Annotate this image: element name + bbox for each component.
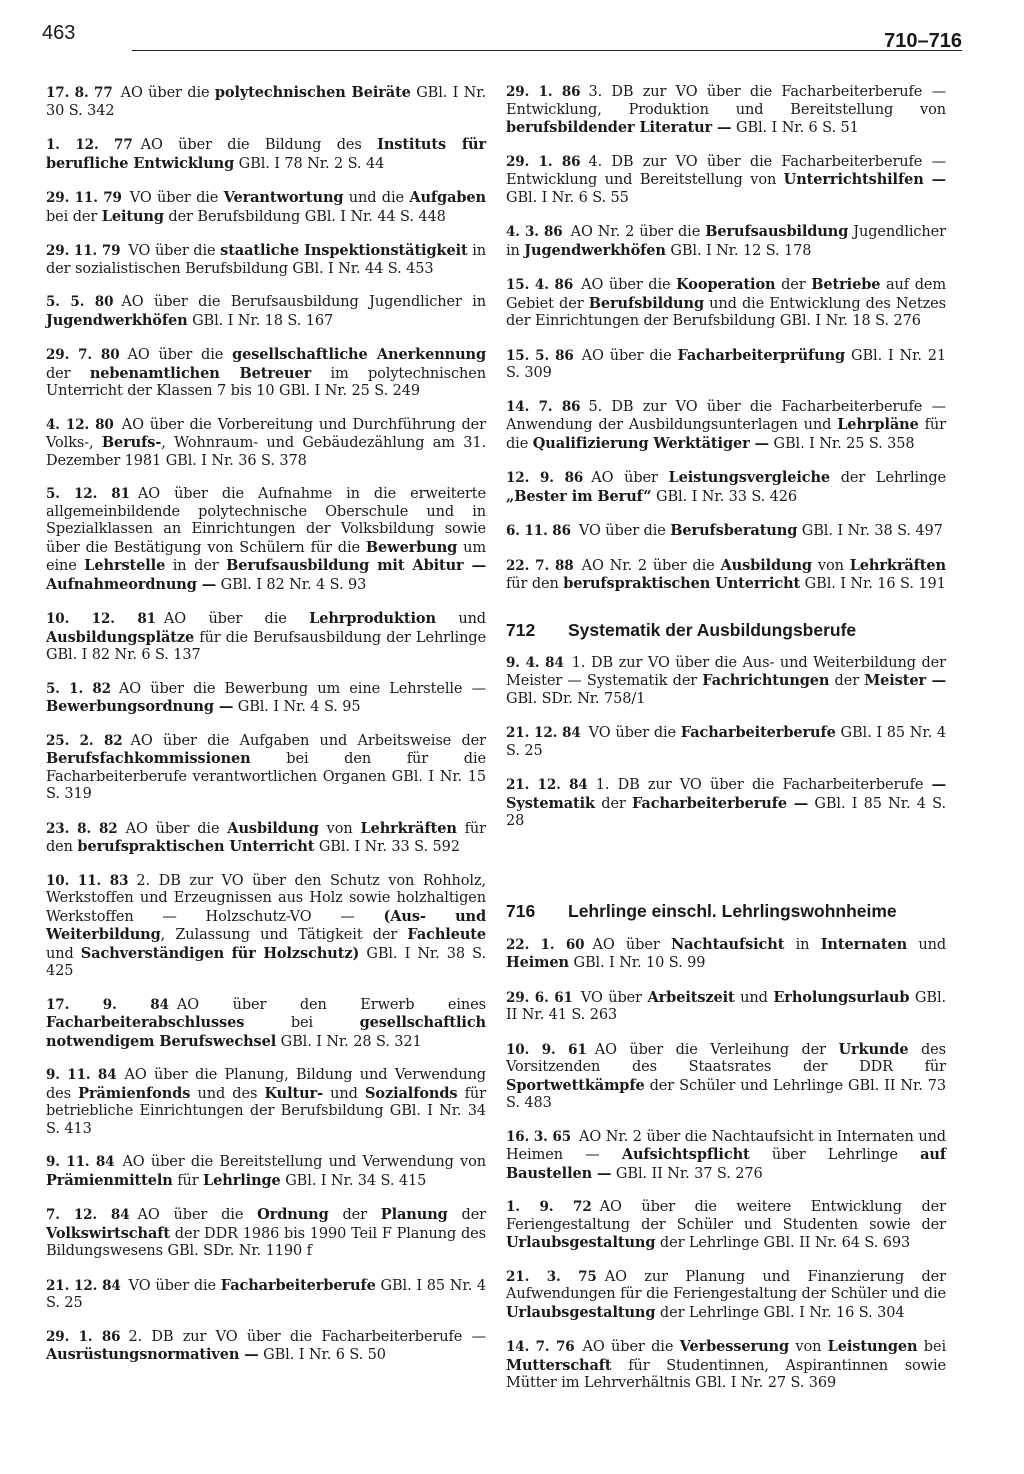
register-entry <box>506 1338 946 1393</box>
entry-text: und <box>46 945 81 962</box>
entry-keyword: Qualifizierung Werktätiger — <box>532 434 769 452</box>
register-entry <box>506 223 946 260</box>
entry-text: GBl. I 85 Nr. 4 S. 25 <box>46 1277 486 1311</box>
entry-date: 6. 11. 86 <box>506 523 571 539</box>
entry-text: und <box>734 989 774 1006</box>
entry-text: AO über die Bildung des <box>140 137 378 153</box>
entry-text: der Schüler und Lehrlinge GBl. II Nr. 73 S. 483 <box>506 1077 946 1111</box>
register-entry <box>506 1129 946 1184</box>
entry-text: und des <box>190 1085 265 1102</box>
entry-date: 17. 9. 84 <box>46 996 169 1013</box>
register-entry <box>506 1041 946 1113</box>
entry-keyword: gesellschaftliche Anerkennung <box>232 346 487 363</box>
entry-text: der DDR 1986 bis 1990 Teil F Planung des Bildungswesens GBl. SDr. Nr. 1190 f <box>46 1225 486 1259</box>
entry-keyword: Lehrlinge <box>203 1171 281 1189</box>
entry-text: AO über die <box>581 277 677 293</box>
entry-date: 10. 9. 61 <box>506 1041 587 1058</box>
entry-text: für <box>172 1172 204 1189</box>
register-entry <box>506 276 946 331</box>
entry-text: AO über die Bewerbung um eine Lehrstelle — <box>118 680 486 697</box>
entry-text: VO über die <box>129 190 224 206</box>
entry-text: GBl. I Nr. 38 S. 425 <box>46 945 486 979</box>
entry-date: 9. 4. 84 <box>506 654 564 671</box>
register-entry <box>46 242 486 278</box>
entry-keyword: Verbesserung <box>679 1338 790 1355</box>
entry-date: 12. 9. 86 <box>506 470 584 486</box>
page-number: 463 <box>42 22 76 44</box>
entry-keyword: Lehrproduktion <box>309 610 436 627</box>
entry-keyword: Sozialfonds <box>365 1084 458 1102</box>
entry-keyword: Internaten <box>820 935 908 953</box>
register-entry <box>46 189 486 226</box>
entry-text: GBl. I Nr. 21 S. 309 <box>506 347 946 381</box>
entry-text: AO über die <box>137 1207 258 1223</box>
entry-keyword: Ausrüstungsnormativen — <box>46 1346 259 1363</box>
entry-text: und die <box>343 190 410 206</box>
entry-text: 5. DB zur VO über die Facharbeiterberufe — Anwendung der Ausbildungsunterlagen und <box>506 398 946 433</box>
entry-keyword: Aufsichtspflicht <box>621 1146 750 1163</box>
entry-date: 16. 3. 65 <box>506 1128 572 1145</box>
entry-text: AO über die Planung, Bildung und Verwendung des <box>46 1067 486 1102</box>
entry-date: 4. 3. 86 <box>506 224 563 240</box>
entry-date: 29. 1. 86 <box>506 153 581 170</box>
entry-keyword: Berufsfachkommissionen <box>46 750 251 767</box>
entry-keyword: Kooperation <box>676 276 776 293</box>
register-entry <box>46 346 486 401</box>
entry-text: AO über die <box>120 85 215 101</box>
entry-text: um eine <box>46 539 486 574</box>
register-entry <box>46 1329 486 1365</box>
entry-text: GBl. I Nr. 38 S. 497 <box>797 523 943 539</box>
entry-date: 5. 12. 81 <box>46 486 130 502</box>
entry-text: GBl. I Nr. 4 S. 95 <box>233 699 361 715</box>
entry-text: GBl. I 85 Nr. 4 S. 28 <box>506 795 946 829</box>
entry-keyword: Leistungsvergleiche <box>668 469 831 486</box>
entry-keyword: Prämienmitteln <box>46 1171 173 1189</box>
entry-keyword: Heimen <box>506 954 569 971</box>
entry-date: 4. 12. 80 <box>46 416 114 433</box>
entry-text: AO über die <box>582 1339 680 1355</box>
entry-keyword: Berufsausbildung <box>705 223 849 240</box>
entry-keyword: Erholungsurlaub <box>773 988 910 1006</box>
entry-list <box>506 84 946 594</box>
entry-date: 21. 12. 84 <box>506 725 581 741</box>
entry-list <box>46 84 486 1365</box>
entry-text: AO über die <box>127 347 233 363</box>
entry-date: 15. 4. 86 <box>506 277 574 293</box>
entry-keyword: berufspraktischen Unterricht <box>563 575 801 592</box>
entry-text: AO über die Aufnahme in die erweiterte allgemeinbildende polytechnische Oberschule und in Spezialklassen an Einrichtungen der Volksbildung sowie über die Bestätigung von Schülern für die <box>46 486 486 556</box>
entry-date: 1. 12. 77 <box>46 137 133 153</box>
entry-keyword: Jugendwerkhöfen <box>524 241 666 259</box>
entry-text: VO über die <box>128 1277 221 1294</box>
entry-text: AO über die Verleihung der <box>594 1041 839 1058</box>
entry-text: der <box>328 1207 381 1223</box>
entry-keyword: Instituts für berufliche Entwicklung <box>46 136 486 172</box>
entry-text: und <box>323 1085 366 1102</box>
entry-text: GBl. I Nr. 18 S. 167 <box>187 312 334 329</box>
entry-keyword: Mutterschaft <box>506 1356 612 1374</box>
entry-text: der Lehrlinge GBl. II Nr. 64 S. 693 <box>655 1235 911 1251</box>
entry-keyword: Facharbeiterprüfung <box>677 346 846 364</box>
entry-text: AO über die Vorbereitung und Durchführung der Volks-, <box>46 416 486 451</box>
register-entry <box>506 154 946 208</box>
entry-text: GBl. I 85 Nr. 4 S. 25 <box>506 725 946 759</box>
entry-text: AO über <box>592 936 671 953</box>
entry-date: 5. 5. 80 <box>46 294 114 310</box>
entry-keyword: Meister — <box>864 672 946 689</box>
entry-text: VO über die <box>578 523 671 539</box>
entry-text: GBl. II Nr. 41 S. 263 <box>506 989 946 1023</box>
entry-date: 29. 11. 79 <box>46 243 121 259</box>
entry-keyword: Lehrstelle <box>84 557 166 574</box>
entry-keyword: Leitung <box>101 207 164 225</box>
entry-date: 29. 1. 86 <box>506 84 581 100</box>
entry-keyword: gesellschaftlich notwendigem Berufswechsel <box>46 1014 486 1050</box>
entry-text: GBl. SDr. Nr. 758/1 <box>506 690 646 707</box>
entry-keyword: (Aus- und Weiterbildung <box>46 907 486 943</box>
entry-keyword: Ausbildung <box>720 556 812 574</box>
entry-text: AO über die <box>163 611 310 627</box>
entry-date: 21. 12. 84 <box>46 1277 121 1294</box>
register-entry <box>46 84 486 120</box>
left-column <box>46 84 486 1381</box>
entry-keyword: Berufsausbildung mit Abitur — Aufnahmeordnung — <box>46 557 486 593</box>
entry-text: GBl. I Nr. 6 S. 55 <box>506 189 629 206</box>
entry-keyword: Sachverständigen für Holzschutz) <box>80 944 360 962</box>
entry-keyword: — Systematik <box>506 776 946 812</box>
entry-text: , Zulassung und Tätigkeit der <box>160 927 408 943</box>
entry-list <box>506 936 946 1393</box>
entry-keyword: Unterrichtshilfen — <box>783 171 946 188</box>
section-title: Lehrlinge einschl. Lehrlingswohnheime <box>568 900 897 921</box>
entry-text: AO über den Erwerb eines <box>176 996 486 1013</box>
register-entry <box>46 997 486 1052</box>
entry-text: AO über die Aufgaben und Arbeitsweise der <box>130 732 486 749</box>
entry-keyword: Planung <box>380 1206 448 1223</box>
entry-date: 5. 1. 82 <box>46 680 111 697</box>
entry-keyword: Lehrkräften <box>849 556 946 574</box>
entry-date: 7. 12. 84 <box>46 1207 130 1223</box>
register-entry <box>506 399 946 454</box>
section-number: 716 <box>506 900 536 921</box>
entry-text: VO über <box>580 989 648 1006</box>
entry-date: 21. 12. 84 <box>506 777 588 793</box>
entry-text: der Berufsbildung GBl. I Nr. 44 S. 448 <box>163 208 446 225</box>
entry-keyword: berufsbildender Literatur — <box>506 119 732 136</box>
section-title: Systematik der Ausbildungsberufe <box>568 619 857 640</box>
entry-date: 22. 1. 60 <box>506 936 585 953</box>
entry-keyword: Bewerbung <box>365 538 458 556</box>
entry-keyword: Kultur- <box>264 1084 324 1102</box>
entry-keyword: polytechnischen Beiräte <box>214 84 411 101</box>
running-head-range: 710–716 <box>884 30 962 52</box>
entry-date: 21. 3. 75 <box>506 1268 597 1285</box>
entry-text: AO Nr. 2 über die <box>570 224 706 240</box>
entry-keyword: Lehrpläne <box>837 416 919 433</box>
entry-date: 23. 8. 82 <box>46 820 118 837</box>
entry-date: 1. 9. 72 <box>506 1199 592 1215</box>
entry-text: GBl. I Nr. 33 S. 592 <box>314 839 460 855</box>
right-column <box>506 84 946 1409</box>
register-entry <box>506 84 946 138</box>
entry-text: GBl. I Nr. 25 S. 358 <box>769 435 915 452</box>
entry-keyword: Bewerbungsordnung — <box>46 698 234 715</box>
entry-date: 29. 7. 80 <box>46 347 120 363</box>
entry-text: 1. DB zur VO über die Facharbeiterberufe <box>595 777 932 793</box>
entry-text: für die <box>506 417 946 452</box>
register-entry <box>46 1277 486 1313</box>
entry-text: auf dem Gebiet der <box>506 277 947 312</box>
register-entry <box>46 681 486 717</box>
entry-date: 10. 11. 83 <box>46 872 129 889</box>
entry-text: GBl. II Nr. 37 S. 276 <box>611 1165 763 1182</box>
entry-text: 2. DB zur VO über die Facharbeiterberufe — <box>128 1328 486 1345</box>
register-entry <box>506 776 946 831</box>
entry-text: der Lehrlinge GBl. I Nr. 16 S. 304 <box>655 1304 905 1321</box>
entry-keyword: „Bester im Beruf“ <box>506 487 652 505</box>
entry-text: bei <box>244 1015 360 1031</box>
entry-text: AO über die <box>125 820 228 837</box>
entry-keyword: berufspraktischen Unterricht <box>77 838 315 855</box>
entry-date: 29. 11. 79 <box>46 190 122 206</box>
entry-keyword: Urlaubsgestaltung <box>506 1234 656 1251</box>
entry-keyword: auf Baustellen — <box>506 1146 946 1182</box>
entry-keyword: Ordnung <box>257 1206 329 1223</box>
header-rule <box>132 50 962 51</box>
entry-keyword: Fachrichtungen <box>702 672 830 689</box>
section-spacer <box>506 847 946 875</box>
entry-keyword: Arbeitszeit <box>647 988 735 1006</box>
entry-text: Jugendlicher in <box>506 224 946 259</box>
register-entry <box>506 469 946 506</box>
entry-text: GBl. I 78 Nr. 2 S. 44 <box>234 155 385 172</box>
register-entry <box>506 1199 946 1253</box>
entry-text: bei der <box>46 208 102 225</box>
register-entry <box>506 347 946 383</box>
entry-text: 2. DB zur VO über den Schutz von Rohholz, Werkstoffen und Erzeugnissen aus Holz sowie holzhaltigen Werkstoffen — Holzschutz-VO — <box>46 872 486 925</box>
entry-keyword: Nachtaufsicht <box>670 935 785 953</box>
entry-keyword: staatliche Inspektionstätigkeit <box>220 242 468 259</box>
register-entry <box>506 655 946 709</box>
entry-date: 29. 6. 61 <box>506 989 573 1006</box>
entry-text: AO über die Berufsausbildung Jugendlicher in <box>121 294 486 310</box>
entry-date: 9. 11. 84 <box>46 1067 117 1083</box>
entry-text: in der sozialistischen Berufsbildung GBl. I Nr. 44 S. 453 <box>46 243 486 277</box>
register-entry <box>506 936 946 973</box>
entry-text: in der <box>165 558 227 574</box>
entry-text: bei den für die Facharbeiterberufe verantwortlichen Organen GBl. I Nr. 15 S. 319 <box>46 751 486 802</box>
entry-date: 14. 7. 76 <box>506 1339 575 1355</box>
entry-keyword: Facharbeiterberufe — <box>632 794 809 812</box>
register-entry <box>506 724 946 760</box>
entry-list <box>506 655 946 831</box>
entry-text: GBl. I Nr. 6 S. 50 <box>258 1347 386 1363</box>
entry-keyword: Berufsbildung <box>588 294 704 312</box>
entry-keyword: Fachleute <box>407 926 486 943</box>
entry-text: für den <box>46 820 486 855</box>
register-entry <box>46 733 486 804</box>
entry-text: der <box>829 673 865 689</box>
entry-text: GBl. I Nr. 10 S. 99 <box>568 955 706 971</box>
entry-text: GBl. I Nr. 30 S. 342 <box>46 85 486 119</box>
entry-text: bei <box>917 1339 946 1355</box>
register-entry <box>46 873 486 981</box>
entry-text: 1. DB zur VO über die Aus- und Weiterbildung der Meister — Systematik der <box>506 654 946 689</box>
register-entry <box>46 417 486 471</box>
entry-keyword: Urkunde <box>838 1040 909 1058</box>
entry-keyword: Facharbeiterberufe <box>220 1276 376 1294</box>
entry-keyword: Prämienfonds <box>78 1084 191 1102</box>
entry-text: der <box>46 365 90 382</box>
entry-text: AO zur Planung und Finanzierung der Aufwendungen für die Feriengestaltung der Schüler und die <box>506 1268 946 1302</box>
entry-text: 3. DB zur VO über die Facharbeiterberufe — Entwicklung, Produktion und Bereitstellung von <box>506 84 946 118</box>
entry-text: des Vorsitzenden des Staatsrates der DDR für <box>506 1041 946 1075</box>
entry-keyword: Volkswirtschaft <box>46 1224 171 1242</box>
section-heading-716 <box>506 901 946 922</box>
entry-text: VO über die <box>588 725 681 741</box>
entry-text: GBl. I Nr. 34 S. 415 <box>280 1172 427 1189</box>
entry-text: der <box>594 795 633 812</box>
entry-text: im polytechnischen Unterricht der Klassen 7 bis 10 GBl. I Nr. 25 S. 249 <box>46 365 486 399</box>
entry-text: GBl. I 82 Nr. 4 S. 93 <box>216 576 367 593</box>
entry-text: GBl. I Nr. 16 S. 191 <box>800 576 946 592</box>
entry-text: , Wohnraum- und Gebäudezählung am 31. Dezember 1981 GBl. I Nr. 36 S. 378 <box>46 435 486 469</box>
section-number: 712 <box>506 619 536 640</box>
entry-text: GBl. I Nr. 12 S. 178 <box>665 242 812 259</box>
entry-text: für die Berufsausbildung der Lehrlinge GBl. I 82 Nr. 6 S. 137 <box>46 629 486 663</box>
entry-text: GBl. I Nr. 28 S. 321 <box>276 1033 422 1050</box>
entry-text: AO Nr. 2 über die Nachtaufsicht in Internaten und Heimen — <box>506 1128 946 1163</box>
entry-keyword: Facharbeiterberufe <box>680 724 836 741</box>
entry-text: und <box>435 611 486 627</box>
register-entry <box>46 1067 486 1138</box>
entry-text: und <box>907 936 946 953</box>
entry-text: der <box>447 1207 487 1223</box>
register-entry <box>506 522 946 541</box>
entry-text: von <box>811 557 850 574</box>
register-entry <box>506 557 946 594</box>
entry-keyword: Aufgaben <box>409 189 486 206</box>
entry-keyword: Betriebe <box>811 276 881 293</box>
entry-keyword: Facharbeiterabschlusses <box>46 1014 245 1031</box>
entry-text: über Lehrlinge <box>749 1147 921 1163</box>
entry-keyword: Berufs- <box>101 434 162 451</box>
entry-text: in <box>784 936 821 953</box>
entry-keyword: Lehrkräften <box>360 819 457 837</box>
register-entry <box>46 294 486 330</box>
entry-text: AO über die weitere Entwicklung der Feriengestaltung der Schüler und Studenten sowie der <box>506 1199 946 1233</box>
entry-text: GBl. I Nr. 33 S. 426 <box>651 488 798 505</box>
entry-keyword: nebenamtlichen Betreuer <box>89 364 312 382</box>
register-entry <box>46 1206 486 1261</box>
entry-keyword: Ausbildung <box>227 819 319 837</box>
entry-date: 9. 11. 84 <box>46 1154 115 1170</box>
entry-date: 29. 1. 86 <box>46 1328 121 1345</box>
entry-keyword: Jugendwerkhöfen <box>46 311 188 329</box>
entry-keyword: Berufsberatung <box>670 522 798 539</box>
entry-text: AO über die Bereitstellung und Verwendung von <box>122 1154 487 1170</box>
entry-keyword: Leistungen <box>827 1338 918 1355</box>
entry-text: von <box>789 1339 828 1355</box>
entry-keyword: Verantwortung <box>223 189 344 206</box>
register-entry <box>46 610 486 665</box>
entry-text: GBl. I Nr. 6 S. 51 <box>731 120 859 136</box>
register-entry <box>46 1154 486 1190</box>
entry-text: für den <box>506 576 564 592</box>
entry-text: 4. DB zur VO über die Facharbeiterberufe — Entwicklung und Bereitstellung von <box>506 153 946 188</box>
entry-date: 25. 2. 82 <box>46 732 123 749</box>
register-entry <box>46 136 486 173</box>
entry-text: für Studentinnen, Aspirantinnen sowie Mütter im Lehrverhältnis GBl. I Nr. 27 S. 369 <box>506 1357 946 1391</box>
register-entry <box>506 1269 946 1323</box>
entry-date: 15. 5. 86 <box>506 347 574 364</box>
entry-text: der Lehrlinge <box>830 470 946 486</box>
entry-text: der <box>775 277 812 293</box>
register-entry <box>46 486 486 594</box>
entry-text: AO über die <box>581 347 678 364</box>
entry-date: 17. 8. 77 <box>46 85 113 101</box>
entry-keyword: Ausbildungsplätze <box>46 628 195 646</box>
entry-text: AO über <box>591 470 669 486</box>
entry-date: 14. 7. 86 <box>506 398 581 415</box>
entry-keyword: Urlaubsgestaltung <box>506 1303 656 1321</box>
entry-date: 22. 7. 88 <box>506 557 574 574</box>
section-heading-712 <box>506 620 946 641</box>
entry-keyword: Sportwettkämpfe <box>506 1076 645 1094</box>
entry-text: VO über die <box>128 243 221 259</box>
register-entry <box>46 820 486 857</box>
entry-text: AO Nr. 2 über die <box>581 557 721 574</box>
entry-text: und die Entwicklung des Netzes der Einrichtungen der Berufsbildung GBl. I Nr. 18 S. 276 <box>506 295 946 329</box>
entry-date: 10. 12. 81 <box>46 611 156 627</box>
entry-text: von <box>318 820 361 837</box>
entry-text: für betriebliche Einrichtungen der Berufsbildung GBl. I Nr. 34 S. 413 <box>46 1085 486 1137</box>
register-entry <box>506 989 946 1025</box>
